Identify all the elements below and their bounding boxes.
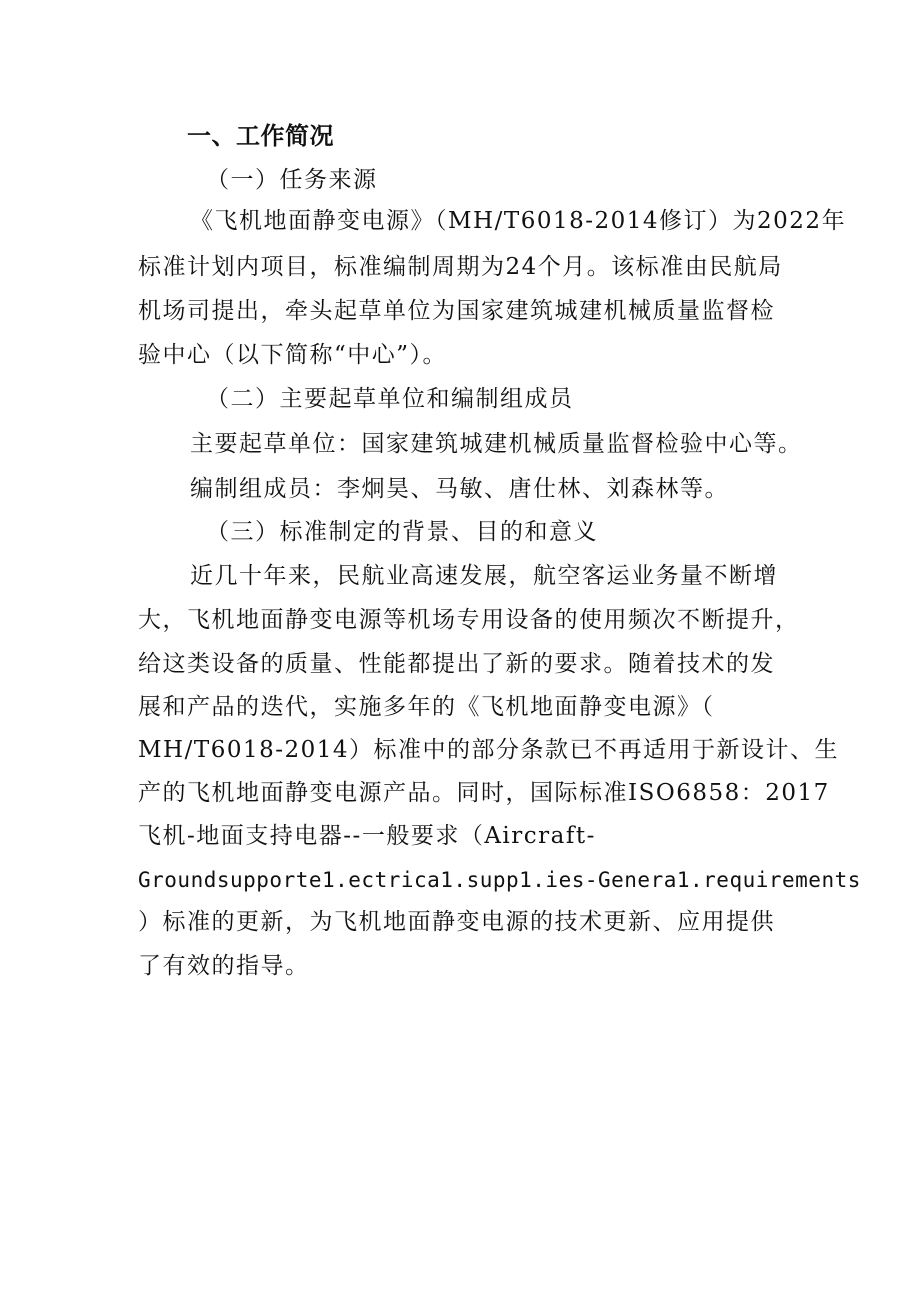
paragraph-line: 《飞机地面静变电源》（MH/T6018-2014修订）为2022年 bbox=[190, 208, 847, 234]
paragraph-line: 验中心（以下简称“中心”）。 bbox=[138, 342, 448, 368]
paragraph-line: 展和产品的迭代，实施多年的《飞机地面静变电源》（ bbox=[138, 694, 715, 720]
paragraph-line: 了有效的指导。 bbox=[138, 953, 310, 979]
section-heading: 一、工作简况 bbox=[187, 122, 334, 150]
subsection-title-background: （三）标准制定的背景、目的和意义 bbox=[206, 519, 598, 545]
subsection-title-drafting-units: （二）主要起草单位和编制组成员 bbox=[206, 386, 574, 412]
paragraph-line: 机场司提出，牵头起草单位为国家建筑城建机械质量监督检 bbox=[138, 298, 775, 324]
subsection-title-task-source: （一）任务来源 bbox=[206, 167, 378, 193]
paragraph-line: 标准计划内项目，标准编制周期为24个月。该标准由民航局 bbox=[138, 254, 783, 280]
paragraph-line: 产的飞机地面静变电源产品。同时，国际标准ISO6858：2017 bbox=[138, 780, 830, 806]
drafting-units-line: 主要起草单位：国家建筑城建机械质量监督检验中心等。 bbox=[190, 431, 803, 457]
paragraph-line: 近几十年来，民航业高速发展，航空客运业务量不断增 bbox=[190, 563, 778, 589]
paragraph-line: Groundsupporte1.ectrica1.supp1.ies-Genera1.requirements bbox=[138, 868, 861, 892]
paragraph-line: 给这类设备的质量、性能都提出了新的要求。随着技术的发 bbox=[138, 651, 775, 677]
paragraph-line: 飞机-地面支持电器--一般要求（Aircraft- bbox=[138, 823, 596, 849]
paragraph-line: ）标准的更新，为飞机地面静变电源的技术更新、应用提供 bbox=[138, 909, 775, 935]
paragraph-line: MH/T6018-2014）标准中的部分条款已不再适用于新设计、生 bbox=[138, 737, 840, 763]
team-members-line: 编制组成员：李炯昊、马敏、唐仕林、刘森林等。 bbox=[190, 476, 729, 502]
paragraph-line: 大，飞机地面静变电源等机场专用设备的使用频次不断提升， bbox=[138, 607, 800, 633]
